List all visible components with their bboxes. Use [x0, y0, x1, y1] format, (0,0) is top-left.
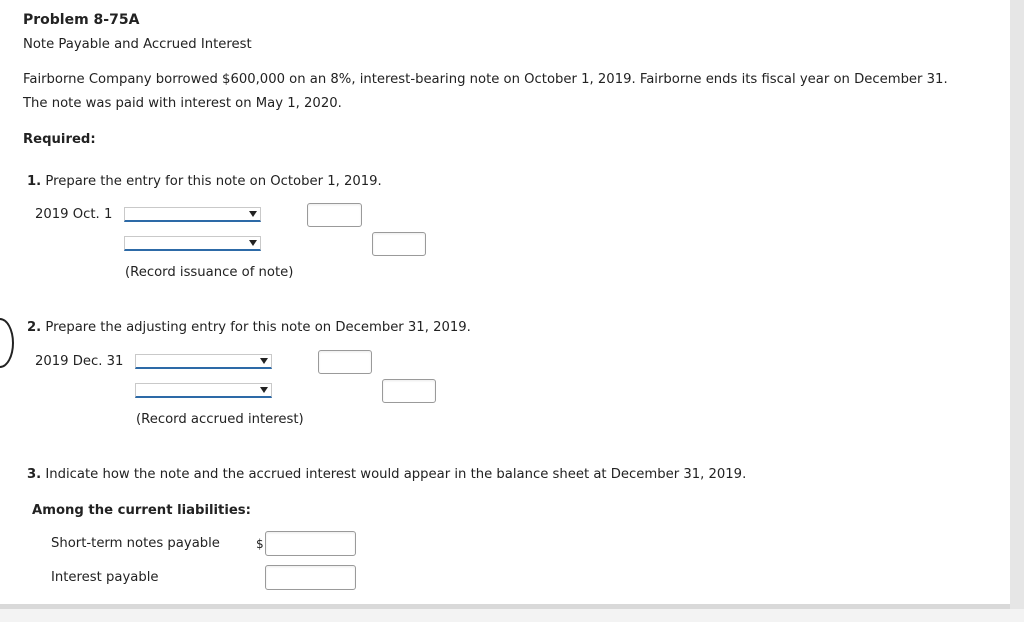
q1-memo: (Record issuance of note) [125, 265, 294, 280]
left-edge-arc [0, 318, 14, 368]
q1-account-select-1[interactable] [124, 207, 261, 222]
chevron-down-icon [260, 358, 268, 364]
q1-account-select-2[interactable] [124, 236, 261, 251]
bottom-strip [0, 609, 1024, 622]
q1-debit-input[interactable] [307, 203, 362, 227]
q3-section-label: Among the current liabilities: [32, 503, 251, 518]
q1-number: 1. [27, 174, 42, 189]
q3-row2-label: Interest payable [51, 570, 159, 585]
intro-line-2: The note was paid with interest on May 1, 2020. [23, 96, 342, 111]
problem-title: Problem 8-75A [23, 12, 140, 28]
page-scrollbar-track[interactable] [1010, 0, 1024, 622]
q2-credit-input[interactable] [382, 379, 436, 403]
q1-date: 2019 Oct. 1 [35, 207, 113, 222]
q2-memo: (Record accrued interest) [136, 412, 304, 427]
interest-payable-input[interactable] [265, 565, 356, 590]
q2-number: 2. [27, 320, 42, 335]
q2-date: 2019 Dec. 31 [35, 354, 124, 369]
q1-text: Prepare the entry for this note on October 1, 2019. [45, 174, 382, 189]
required-label: Required: [23, 132, 96, 147]
q2-account-select-2[interactable] [135, 383, 272, 398]
q2-account-select-1[interactable] [135, 354, 272, 369]
q3-row1-label: Short-term notes payable [51, 536, 220, 551]
q1-credit-input[interactable] [372, 232, 426, 256]
chevron-down-icon [260, 387, 268, 393]
q2-prompt [27, 320, 471, 335]
q3-prompt [27, 467, 746, 482]
q3-text: Indicate how the note and the accrued interest would appear in the balance sheet at December 31, 2019. [45, 467, 747, 482]
currency-symbol: $ [256, 537, 264, 551]
chevron-down-icon [249, 240, 257, 246]
q1-prompt [27, 174, 382, 189]
q2-debit-input[interactable] [318, 350, 372, 374]
chevron-down-icon [249, 211, 257, 217]
q3-number: 3. [27, 467, 42, 482]
q2-text: Prepare the adjusting entry for this note on December 31, 2019. [45, 320, 471, 335]
problem-subtitle: Note Payable and Accrued Interest [23, 37, 252, 52]
intro-line-1: Fairborne Company borrowed $600,000 on an 8%, interest-bearing note on October 1, 2019. Fairborne ends its fiscal year on December 31. [23, 72, 948, 87]
short-term-notes-payable-input[interactable] [265, 531, 356, 556]
